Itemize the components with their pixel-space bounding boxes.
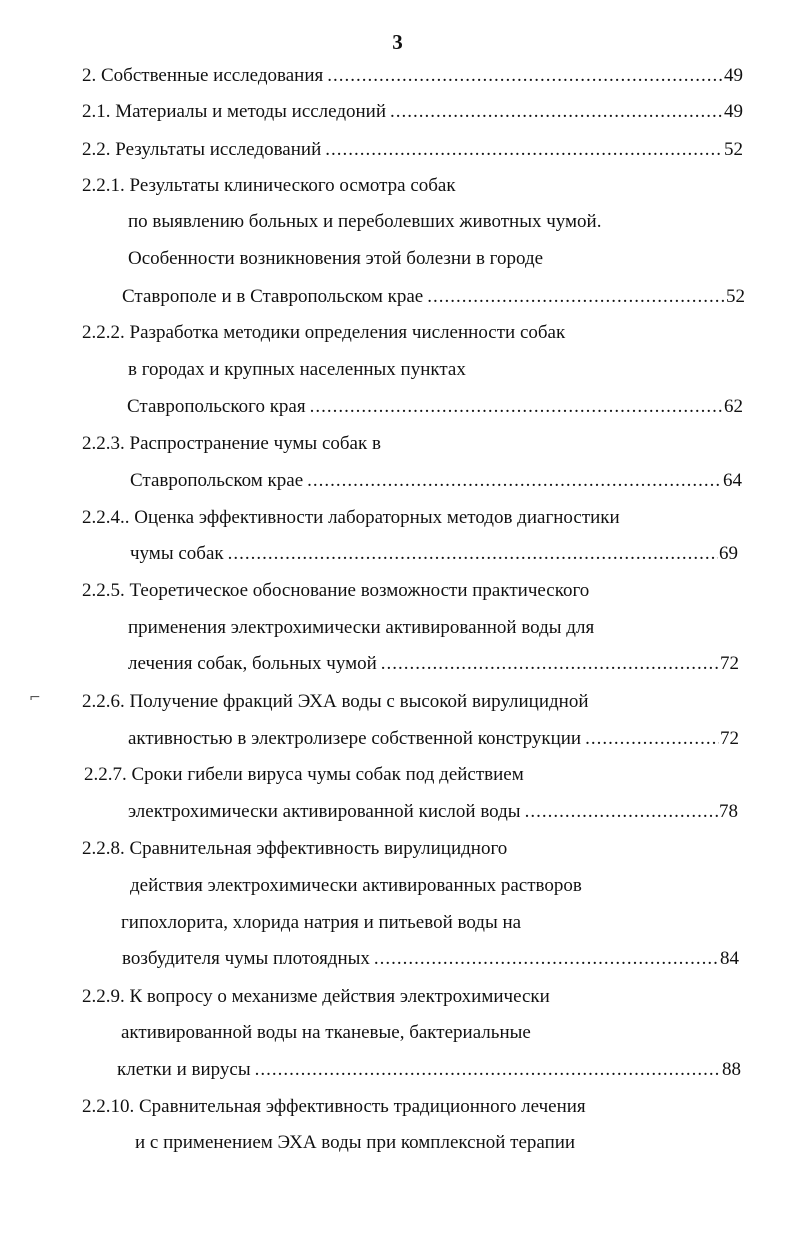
toc-entry (82, 836, 507, 862)
toc-entry-text: по выявлению больных и переболевших животных чумой. (128, 211, 602, 232)
toc-entry-continuation (121, 910, 521, 936)
toc-entry-page: 78 (719, 801, 738, 822)
toc-entry-text: 2.1. Материалы и методы исследоний (82, 101, 387, 122)
toc-entry-text: Ставропольском крае (130, 470, 304, 491)
toc-entry-continuation (135, 1130, 575, 1156)
toc-entry (82, 63, 743, 89)
dot-leader (325, 137, 723, 163)
dot-leader (427, 284, 725, 310)
toc-entry-text: 2.2.2. Разработка методики определения численности собак (82, 322, 566, 343)
page-number: 3 (392, 30, 403, 54)
toc-entry-continuation (130, 468, 742, 494)
toc-entry-text: возбудителя чумы плотоядных (122, 948, 370, 969)
toc-entry-page: 72 (720, 728, 739, 749)
dot-leader (381, 651, 719, 677)
toc-entry-continuation (127, 394, 743, 420)
toc-entry-page: 84 (720, 948, 739, 969)
toc-entry-text: 2.2.3. Распространение чумы собак в (82, 433, 381, 454)
toc-entry-continuation (128, 615, 594, 641)
toc-entry-text: чумы собак (130, 543, 224, 564)
toc-entry-text: 2.2.8. Сравнительная эффективность вирулицидного (82, 838, 508, 859)
toc-entry-text: клетки и вирусы (117, 1059, 251, 1080)
toc-entry-text: применения электрохимически активированной воды для (128, 617, 595, 638)
dot-leader (310, 394, 723, 420)
toc-entry (82, 1094, 586, 1120)
dot-leader (525, 799, 718, 825)
toc-entry-continuation (128, 726, 739, 752)
toc-entry (82, 137, 743, 163)
toc-entry-text: 2.2.10. Сравнительная эффективность традиционного лечения (82, 1096, 586, 1117)
toc-entry-continuation (122, 284, 745, 310)
toc-entry-continuation (130, 541, 738, 567)
toc-entry (82, 320, 565, 346)
toc-entry-text: 2.2.4.. Оценка эффективности лабораторных методов диагностики (82, 507, 620, 528)
toc-entry-page: 88 (722, 1059, 741, 1080)
toc-entry-text: электрохимически активированной кислой воды (128, 801, 521, 822)
toc-entry-continuation (128, 651, 739, 677)
toc-entry-text: 2.2.6. Получение фракций ЭХА воды с высокой вирулицидной (82, 691, 589, 712)
toc-entry (82, 505, 620, 531)
dot-leader (390, 99, 723, 125)
toc-entry-continuation (128, 799, 738, 825)
toc-entry-continuation (128, 357, 466, 383)
toc-entry-page: 49 (724, 101, 743, 122)
dot-leader (307, 468, 722, 494)
toc-entry (82, 173, 456, 199)
toc-entry-text: лечения собак, больных чумой (128, 653, 377, 674)
toc-entry-text: активностью в электролизере собственной конструкции (128, 728, 582, 749)
toc-entry-text: действия электрохимически активированных растворов (130, 875, 582, 896)
toc-entry-page: 72 (720, 653, 739, 674)
toc-entry-page: 52 (726, 286, 745, 307)
toc-entry-text: Ставропольского края (127, 396, 306, 417)
toc-entry-continuation (128, 209, 601, 235)
toc-entry-page: 62 (724, 396, 743, 417)
toc-entry-text: в городах и крупных населенных пунктах (128, 359, 466, 380)
toc-entry (82, 578, 589, 604)
dot-leader (228, 541, 718, 567)
toc-entry-text: 2.2. Результаты исследований (82, 139, 322, 160)
dot-leader (374, 946, 719, 972)
toc-entry-text: Особенности возникновения этой болезни в городе (128, 248, 544, 269)
toc-entry-page: 49 (724, 65, 743, 86)
toc-entry-continuation (121, 1020, 531, 1046)
toc-entry-text: активированной воды на тканевые, бактериальные (121, 1022, 531, 1043)
toc-entry-page: 64 (723, 470, 742, 491)
toc-entry-text: 2.2.5. Теоретическое обоснование возможности практического (82, 580, 590, 601)
toc-entry (82, 689, 589, 715)
toc-entry-text: 2.2.1. Результаты клинического осмотра собак (82, 175, 456, 196)
toc-entry-text: Ставрополе и в Ставропольском крае (122, 286, 424, 307)
toc-entry-text: 2. Собственные исследования (82, 65, 324, 86)
dot-leader (255, 1057, 721, 1083)
toc-entry (82, 984, 550, 1010)
toc-entry-page: 52 (724, 139, 743, 160)
toc-entry-page: 69 (719, 543, 738, 564)
scan-mark: ⌐ (29, 690, 41, 706)
toc-entry (84, 762, 524, 788)
dot-leader (585, 726, 719, 752)
toc-entry (82, 431, 381, 457)
toc-entry-text: гипохлорита, хлорида натрия и питьевой воды на (121, 912, 522, 933)
toc-entry-text: и с применением ЭХА воды при комплексной терапии (135, 1132, 576, 1153)
toc-entry-continuation (117, 1057, 741, 1083)
toc-entry (82, 99, 743, 125)
toc-entry-text: 2.2.9. К вопросу о механизме действия электрохимически (82, 986, 550, 1007)
dot-leader (327, 63, 723, 89)
toc-entry-continuation (128, 246, 543, 272)
toc-entry-continuation (122, 946, 739, 972)
toc-entry-text: 2.2.7. Сроки гибели вируса чумы собак под действием (84, 764, 524, 785)
toc-entry-continuation (130, 873, 582, 899)
